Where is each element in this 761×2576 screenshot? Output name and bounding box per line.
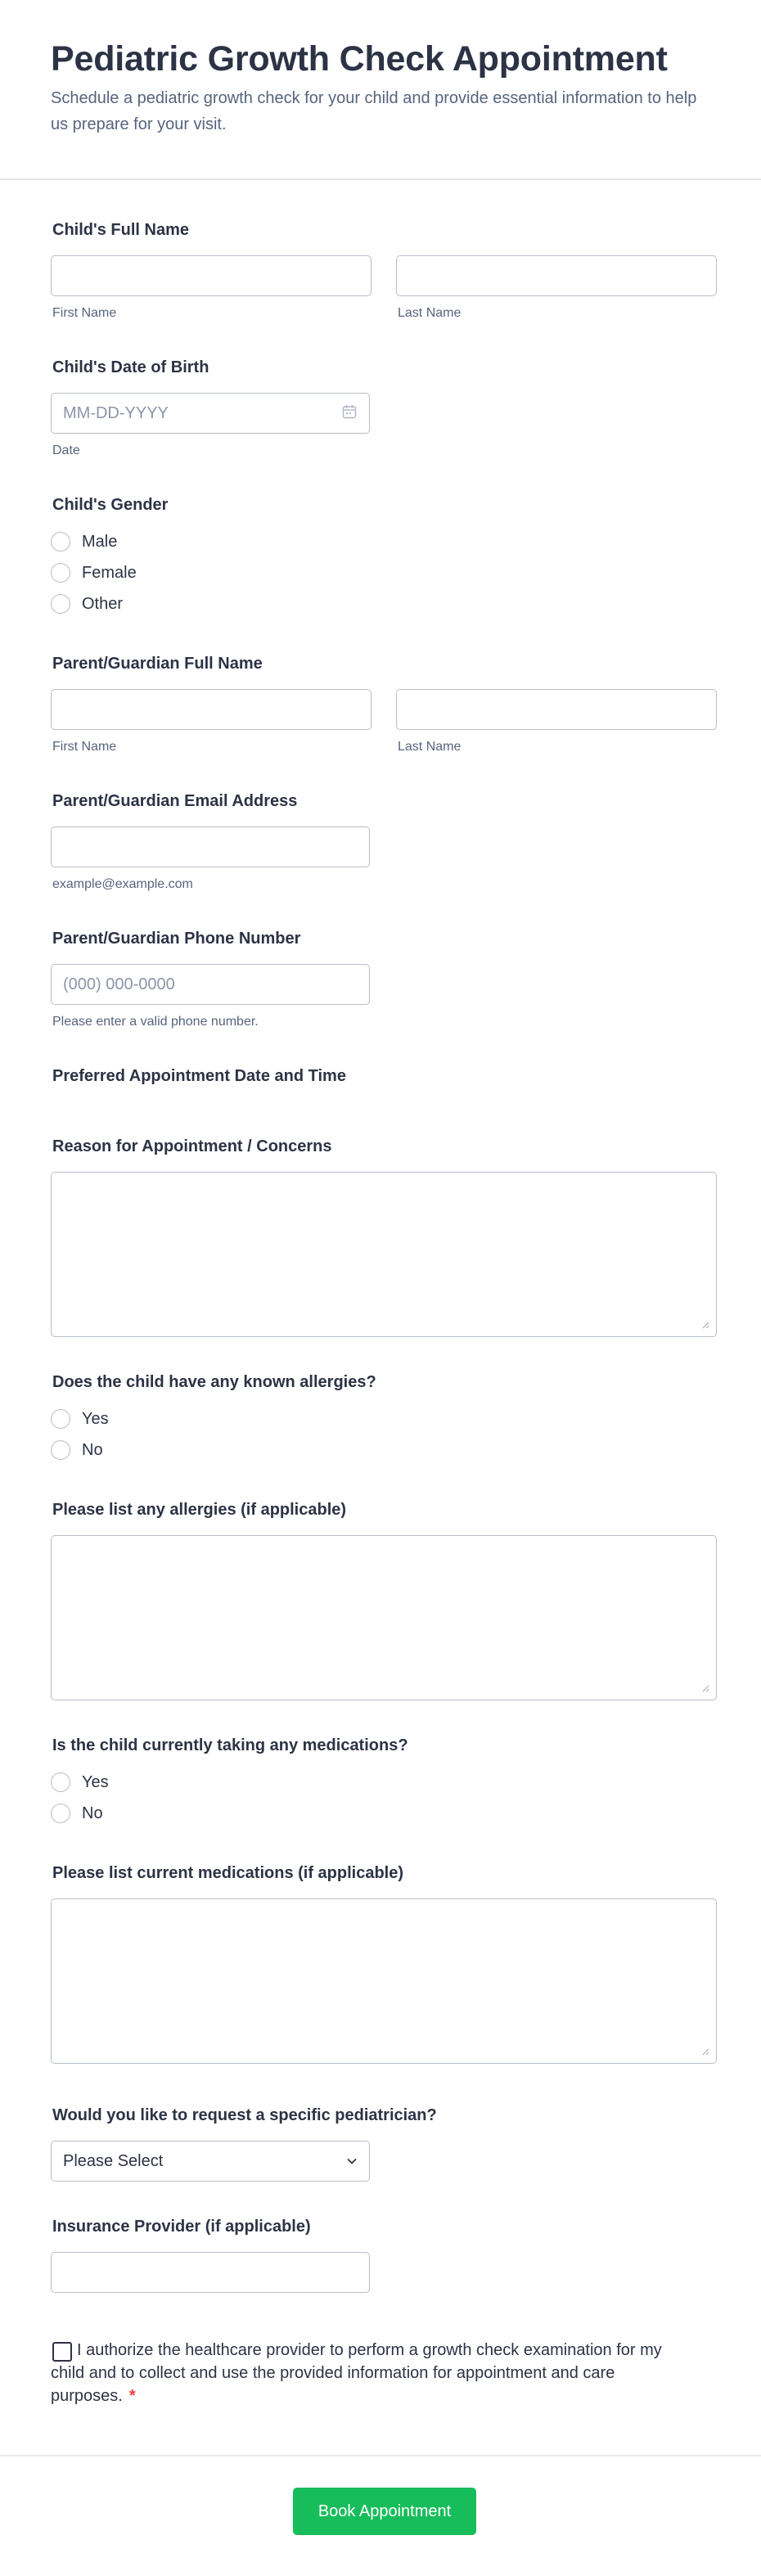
allergies-radio-yes[interactable] xyxy=(51,1409,70,1429)
insurance-label: Insurance Provider (if applicable) xyxy=(52,2218,311,2236)
page-title: Pediatric Growth Check Appointment xyxy=(51,39,668,79)
reason-label: Reason for Appointment / Concerns xyxy=(52,1137,332,1155)
allergies-option-yes[interactable] xyxy=(51,1407,109,1430)
required-mark: * xyxy=(128,2387,136,2405)
allergies-option-label: Yes xyxy=(82,1409,109,1428)
consent-statement xyxy=(51,2339,697,2407)
reason-textarea[interactable] xyxy=(51,1172,717,1337)
medications-radio-no[interactable] xyxy=(51,1804,70,1823)
allergies-radio-no[interactable] xyxy=(51,1440,70,1460)
gender-radio-other[interactable] xyxy=(51,594,70,614)
phone-input[interactable] xyxy=(51,964,370,1005)
chevron-down-icon xyxy=(346,2155,358,2167)
guardian-last-name-input[interactable] xyxy=(396,689,717,730)
gender-radio-male[interactable] xyxy=(51,532,70,552)
appointment-label: Preferred Appointment Date and Time xyxy=(52,1067,346,1085)
gender-option-label: Male xyxy=(82,532,118,551)
gender-label: Child's Gender xyxy=(52,496,169,514)
dob-label: Child's Date of Birth xyxy=(52,358,209,376)
child-first-name-sublabel: First Name xyxy=(52,306,117,320)
insurance-input[interactable] xyxy=(51,2252,370,2293)
book-appointment-button[interactable]: Book Appointment xyxy=(293,2488,476,2535)
medications-list-label: Please list current medications (if applicable) xyxy=(52,1864,404,1882)
allergies-option-no[interactable] xyxy=(51,1439,103,1461)
pediatrician-select[interactable] xyxy=(51,2141,370,2182)
guardian-first-name-sublabel: First Name xyxy=(52,740,117,754)
gender-option-other[interactable] xyxy=(51,592,123,615)
allergies-option-label: No xyxy=(82,1440,103,1459)
resize-grip-icon[interactable] xyxy=(701,1684,709,1692)
medications-textarea[interactable] xyxy=(51,1898,717,2064)
guardian-first-name-input[interactable] xyxy=(51,689,371,730)
medications-option-no[interactable] xyxy=(51,1802,103,1825)
guardian-last-name-sublabel: Last Name xyxy=(398,740,462,754)
email-label: Parent/Guardian Email Address xyxy=(52,792,298,810)
gender-option-female[interactable] xyxy=(51,561,137,584)
child-name-label: Child's Full Name xyxy=(52,221,190,239)
child-last-name-input[interactable] xyxy=(396,255,717,296)
medications-radio-yes[interactable] xyxy=(51,1772,70,1792)
medications-option-label: Yes xyxy=(82,1772,109,1791)
dob-input[interactable] xyxy=(51,393,370,434)
allergies-question-label: Does the child have any known allergies? xyxy=(52,1373,376,1391)
resize-grip-icon[interactable] xyxy=(701,1321,709,1329)
footer-divider xyxy=(0,2455,761,2457)
page-subtitle: Schedule a pediatric growth check for your child and provide essential information to help us prepare for your visit. xyxy=(51,89,697,133)
child-last-name-sublabel: Last Name xyxy=(398,306,462,320)
gender-option-label: Other xyxy=(82,594,124,613)
pediatrician-selected-value: Please Select xyxy=(63,2151,164,2170)
email-sublabel: example@example.com xyxy=(52,877,193,891)
form-header xyxy=(0,0,761,180)
guardian-name-label: Parent/Guardian Full Name xyxy=(52,655,263,673)
dob-sublabel: Date xyxy=(52,444,80,457)
allergies-textarea[interactable] xyxy=(51,1535,717,1700)
gender-radio-female[interactable] xyxy=(51,563,70,583)
gender-option-label: Female xyxy=(82,563,137,582)
allergies-list-label: Please list any allergies (if applicable) xyxy=(52,1501,347,1519)
medications-option-label: No xyxy=(82,1804,103,1822)
consent-text: I authorize the healthcare provider to perform a growth check examination for my child and to collect and use the provided information for appointment and care purposes. xyxy=(51,2341,662,2405)
medications-question-label: Is the child currently taking any medications? xyxy=(52,1736,408,1754)
calendar-icon[interactable] xyxy=(342,404,357,419)
phone-label: Parent/Guardian Phone Number xyxy=(52,930,301,948)
email-input[interactable] xyxy=(51,826,370,867)
phone-sublabel: Please enter a valid phone number. xyxy=(52,1015,259,1029)
child-first-name-input[interactable] xyxy=(51,255,371,296)
resize-grip-icon[interactable] xyxy=(701,2047,709,2056)
pediatrician-label: Would you like to request a specific pediatrician? xyxy=(52,2106,437,2124)
medications-option-yes[interactable] xyxy=(51,1771,109,1794)
gender-option-male[interactable] xyxy=(51,530,117,553)
